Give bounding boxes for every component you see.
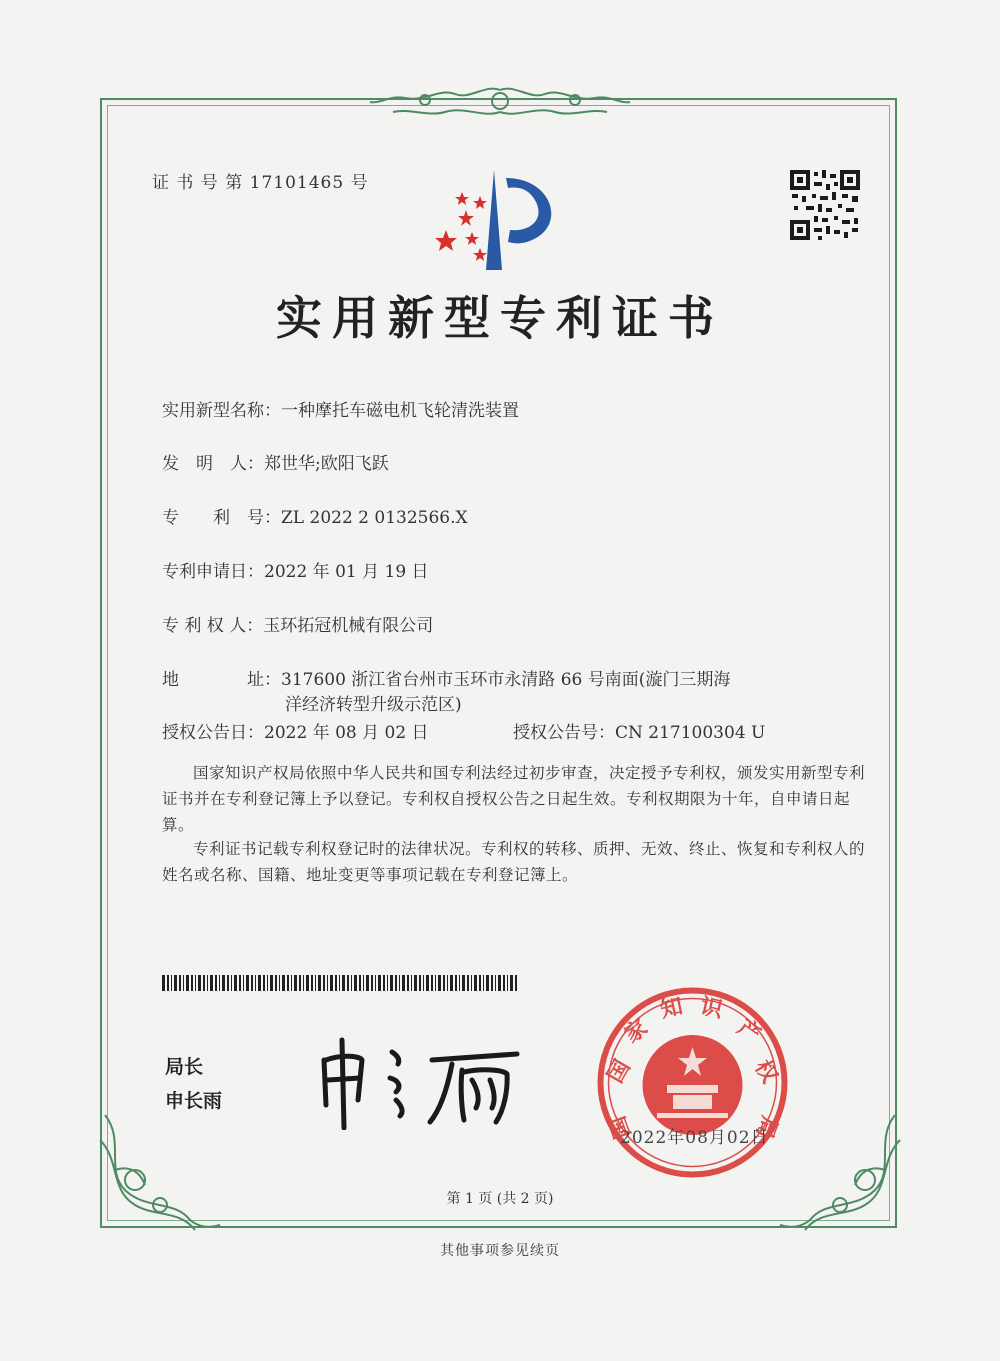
inventor-value: 郑世华;欧阳飞跃 [264,454,389,474]
cert-number-suffix: 号 [350,173,369,193]
patent-number-label: 专 利 号： [162,508,281,528]
svg-text:局: 局 [750,1112,783,1143]
address-row [162,665,730,690]
grant-number-value: CN 217100304 U [615,723,766,743]
utility-model-name-value: 一种摩托车磁电机飞轮清洗装置 [281,401,519,421]
svg-text:国: 国 [604,1112,637,1143]
cert-number-prefix: 证 书 号 第 [152,173,244,193]
utility-model-name-label: 实用新型名称： [162,401,281,421]
svg-text:知: 知 [658,993,686,1024]
application-date-value: 2022 年 01 月 19 日 [264,562,429,582]
address-label: 地 址： [162,670,281,690]
legal-statement-paragraph-2: 专利证书记载专利权登记时的法律状况。专利权的转移、质押、无效、终止、恢复和专利权人的姓名或名称、国籍、地址变更等事项记载在专利登记簿上。 [162,840,866,884]
bottom-right-ornament [775,1110,905,1235]
utility-model-name-row [162,396,519,421]
barcode-icon [162,975,520,991]
patent-number-row [162,503,468,528]
inventor-row [162,449,389,474]
svg-text:权: 权 [749,1055,783,1088]
address-value-line2: 洋经济转型升级示范区) [285,695,462,715]
patentee-row [162,611,433,636]
official-seal-icon [595,985,790,1180]
cnipa-logo-icon [432,170,582,275]
grant-date-row [162,718,429,743]
certificate-title: 实用新型专利证书 [276,291,724,345]
page-number: 第 1 页 (共 2 页) [446,1191,554,1207]
grant-date-label: 授权公告日： [162,723,264,743]
svg-text:识: 识 [697,993,725,1024]
bottom-left-ornament [95,1110,225,1235]
cert-number-value: 17101465 [249,173,345,193]
application-date-row [162,557,429,582]
inventor-label: 发 明 人： [162,454,264,474]
patentee-value: 玉环拓冠机械有限公司 [263,616,434,636]
grant-date-value: 2022 年 08 月 02 日 [264,723,429,743]
footer-note: 其他事项参见续页 [440,1243,560,1259]
legal-statement-paragraph-1: 国家知识产权局依照中华人民共和国专利法经过初步审查，决定授予专利权，颁发实用新型专利证书并在专利登记簿上予以登记。专利权自授权公告之日起生效。专利权期限为十年，自申请日起算。 [162,764,866,834]
address-value-line1: 317600 浙江省台州市玉环市永清路 66 号南面(漩门三期海 [281,670,731,690]
patentee-label: 专 利 权 人： [162,616,264,636]
director-name: 申长雨 [165,1090,223,1112]
grant-number-label: 授权公告号： [513,723,615,743]
svg-text:家: 家 [619,1014,653,1049]
application-date-label: 专利申请日： [162,562,264,582]
certificate-number [152,168,369,193]
director-signature-icon [312,1030,522,1130]
svg-text:产: 产 [732,1014,766,1049]
top-ornament [365,82,635,122]
director-title: 局长 [165,1056,204,1078]
seal-date: 2022年08月02日 [620,1128,769,1148]
grant-number-row [513,718,765,743]
svg-text:国: 国 [602,1055,636,1088]
qr-code-icon [790,170,860,240]
patent-number-value: ZL 2022 2 0132566.X [281,508,468,528]
